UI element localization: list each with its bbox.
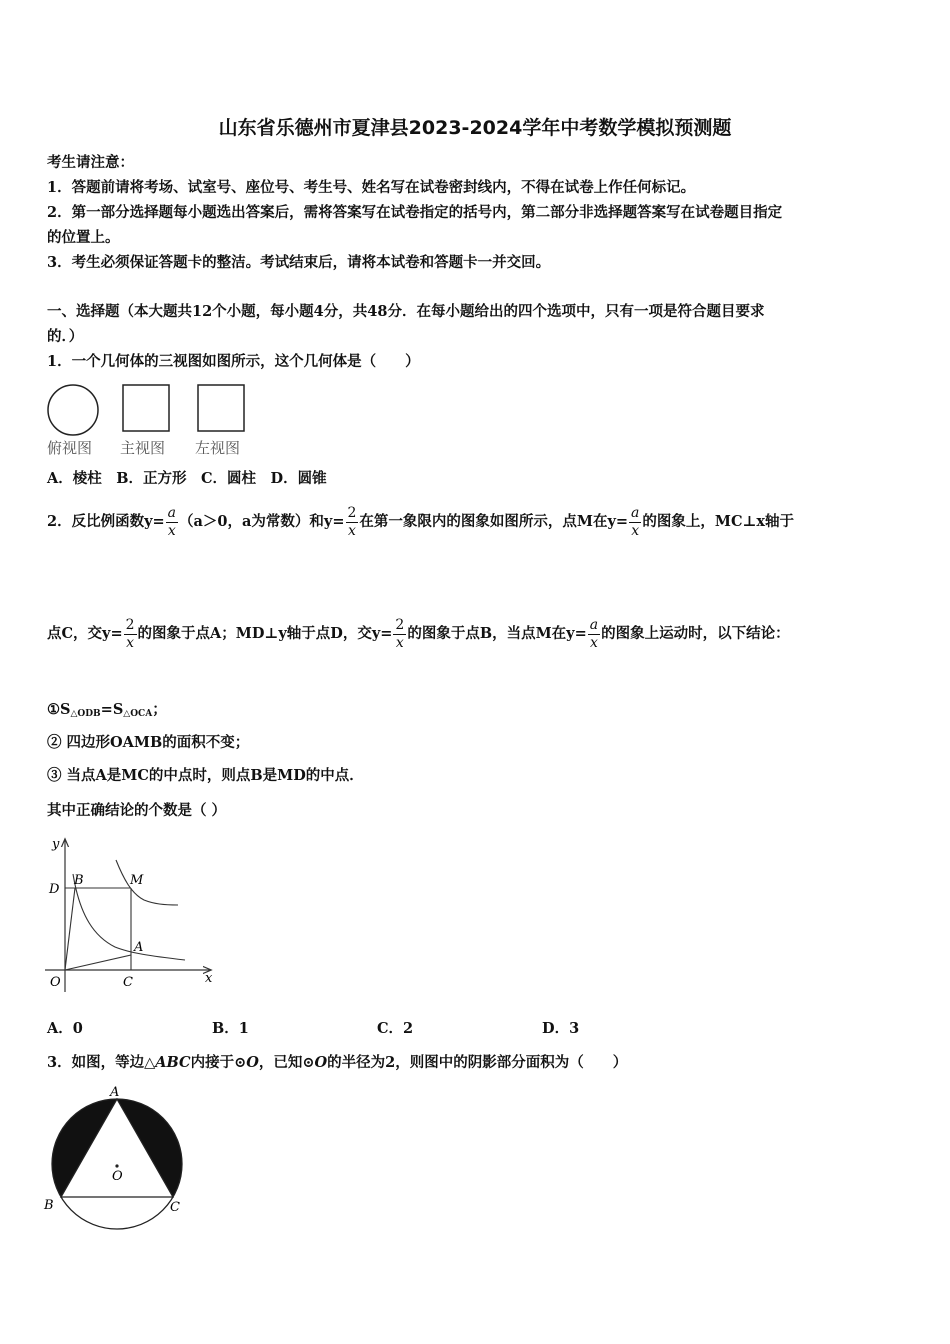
notice-item-2: 2．第一部分选择题每小题选出答案后，需将答案写在试卷指定的括号内，第二部分非选择题答案写在试卷题目指定 [47, 204, 783, 221]
label-b: B [74, 873, 84, 888]
notice-item-2-cont: 的位置上。 [47, 229, 120, 246]
center-point [115, 1164, 118, 1167]
q2-conclusion-3: ③ 当点A是MC的中点时，则点B是MD的中点． [47, 767, 364, 784]
label-b: B [44, 1198, 54, 1213]
label-o: O [112, 1169, 123, 1184]
section-heading-1: 一、选择题（本大题共12个小题，每小题4分，共48分．在每小题给出的四个选项中，只有一项是符合题目要求 [47, 303, 765, 320]
q2-option-c: C．2 [377, 1020, 414, 1037]
q1-stem: 1．一个几何体的三视图如图所示，这个几何体是（ ） [47, 353, 420, 370]
q2-graph-figure [40, 832, 225, 997]
label-y: y [52, 837, 60, 852]
side-view-label: 左视图 [195, 439, 241, 457]
label-c: C [170, 1200, 180, 1215]
q2-l1-part-1: 2．反比例函数y= [47, 513, 165, 530]
fraction-2-over-x: $\frac{2}{x}$ [347, 504, 357, 539]
curve-a-over-x [116, 860, 178, 905]
q2-l1-part-2: （a＞0，a为常数）和y= [179, 513, 345, 530]
fraction-2-over-x: $\frac{2}{x}$ [125, 616, 135, 651]
page-title: 山东省乐德州市夏津县2023-2024学年中考数学模拟预测题 [218, 117, 732, 139]
q2-l2-part-4: 的图象上运动时，以下结论： [601, 625, 790, 642]
fraction-a-over-x: $\frac{a}{x}$ [167, 504, 177, 539]
fraction-2-over-x: $\frac{2}{x}$ [395, 616, 405, 651]
q2-l1-part-3: 在第一象限内的图象如图所示，点M在y= [359, 513, 629, 530]
label-a: A [134, 940, 144, 955]
front-view-square [123, 385, 169, 431]
q3-circle-figure [40, 1082, 190, 1232]
front-view-label: 主视图 [120, 439, 166, 457]
q2-l2-part-1: 点C，交y= [47, 625, 123, 642]
q2-line-2 [47, 616, 790, 652]
segment-ob [65, 888, 75, 970]
q1-three-views-figure [44, 380, 254, 460]
q2-option-b: B．1 [212, 1020, 249, 1037]
q2-question: 其中正确结论的个数是（ ） [47, 802, 227, 819]
q2-option-a: A．0 [47, 1020, 83, 1037]
label-a: A [110, 1085, 120, 1100]
label-m: M [130, 873, 144, 888]
segment-oa [65, 955, 131, 970]
fraction-a-over-x: $\frac{a}{x}$ [631, 504, 640, 539]
q2-line-1 [47, 504, 794, 540]
q2-l2-part-3: 的图象于点B，当点M在y= [407, 625, 587, 642]
q2-option-d: D．3 [542, 1020, 580, 1037]
section-heading-2: 的．） [47, 328, 84, 345]
q1-options: A．棱柱 B．正方形 C．圆柱 D．圆锥 [47, 470, 327, 487]
side-view-square [198, 385, 244, 431]
q2-l2-part-2: 的图象于点A；MD⊥y轴于点D，交y= [137, 625, 393, 642]
label-c: C [123, 975, 133, 990]
notice-heading: 考生请注意： [47, 154, 134, 171]
q2-conclusion-1: $①S_{\triangle ODB}=S_{\triangle OCA}$； [47, 701, 167, 719]
notice-item-3: 3．考生必须保证答题卡的整洁。考试结束后，请将本试卷和答题卡一并交回。 [47, 254, 551, 271]
top-view-circle [48, 385, 98, 435]
q2-l1-part-4: 的图象上，MC⊥x轴于 [642, 513, 795, 530]
q3-stem: 3．如图，等边△ABC内接于⊙O，已知⊙O的半径为2，则图中的阴影部分面积为（ ） [47, 1054, 628, 1071]
fraction-a-over-x: $\frac{a}{x}$ [589, 616, 599, 651]
label-d: D [49, 882, 60, 897]
label-x: x [205, 971, 213, 986]
notice-item-1: 1．答题前请将考场、试室号、座位号、考生号、姓名写在试卷密封线内，不得在试卷上作任何标记。 [47, 179, 696, 196]
label-o: O [50, 975, 61, 990]
q2-conclusion-2: ② 四边形OAMB的面积不变； [47, 734, 250, 751]
top-view-label: 俯视图 [47, 439, 93, 457]
